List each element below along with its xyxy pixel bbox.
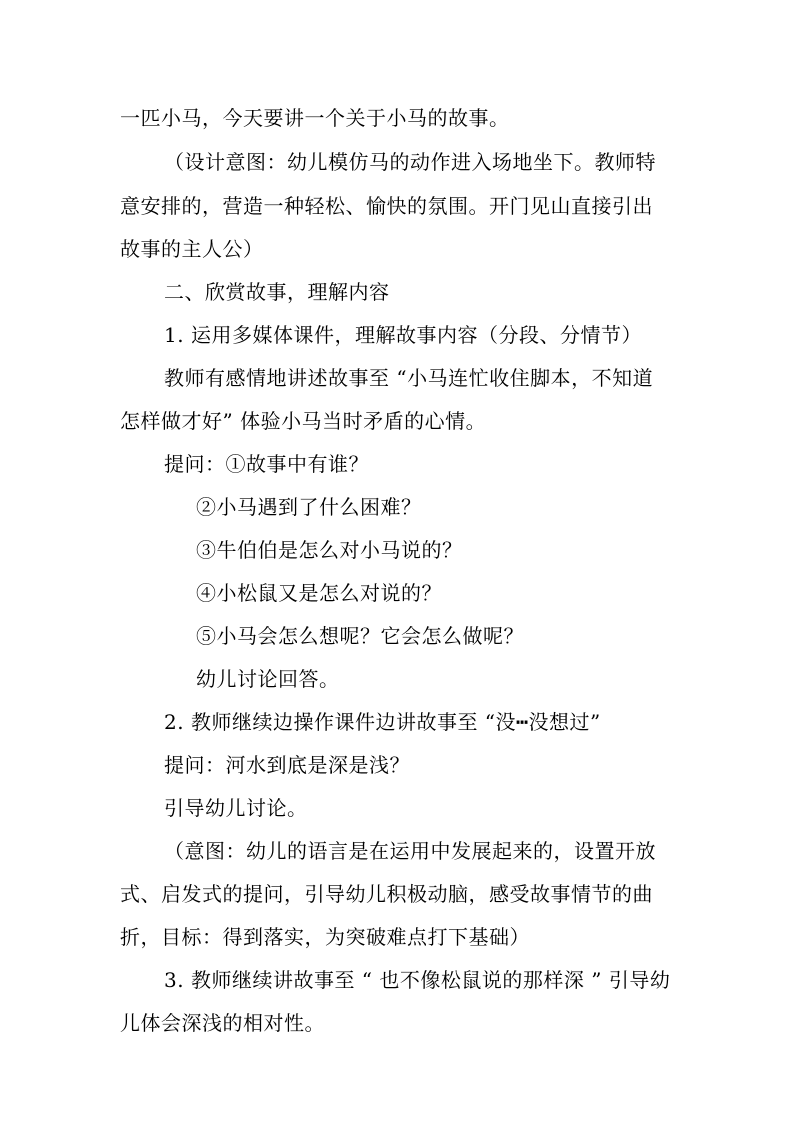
text-line: 意安排的，营造一种轻松、愉快的氛围。开门见山直接引出 <box>120 194 653 218</box>
text-line: 一匹小马，今天要讲一个关于小马的故事。 <box>120 106 510 130</box>
text-line: 1. 运用多媒体课件，理解故事内容（分段、分情节） <box>164 323 642 347</box>
text-line: 故事的主人公） <box>120 237 264 261</box>
text-line: （设计意图：幼儿模仿马的动作进入场地坐下。教师特 <box>164 150 656 174</box>
text-line: 教师有感情地讲述故事至 “小马连忙收住脚本，不知道 <box>164 366 654 390</box>
text-line: 儿体会深浅的相对性。 <box>120 1011 325 1035</box>
text-line: 折，目标：得到落实，为突破难点打下基础） <box>120 925 530 949</box>
text-line: 怎样做才好” 体验小马当时矛盾的心情。 <box>120 409 487 433</box>
text-line: 式、启发式的提问，引导幼儿积极动脑，感受故事情节的曲 <box>120 882 653 906</box>
question-item: ③牛伯伯是怎么对小马说的？ <box>196 538 463 562</box>
text-line: 提问：河水到底是深是浅？ <box>164 753 410 777</box>
question-item: ②小马遇到了什么困难？ <box>196 495 422 519</box>
text-line: 引导幼儿讨论。 <box>164 796 308 820</box>
text-line: 3. 教师继续讲故事至 “ 也不像松鼠说的那样深 ” 引导幼 <box>164 968 671 992</box>
text-line: 幼儿讨论回答。 <box>196 667 340 691</box>
text-line: 提问：①故事中有谁？ <box>164 452 369 476</box>
question-item: ④小松鼠又是怎么对说的？ <box>196 581 442 605</box>
text-line: 2. 教师继续边操作课件边讲故事至 “没┅没想过” <box>164 710 601 734</box>
section-heading: 二、欣赏故事，理解内容 <box>164 280 390 304</box>
text-line: （意图：幼儿的语言是在运用中发展起来的，设置开放 <box>164 839 656 863</box>
question-item: ⑤小马会怎么想呢？它会怎么做呢？ <box>196 624 524 648</box>
